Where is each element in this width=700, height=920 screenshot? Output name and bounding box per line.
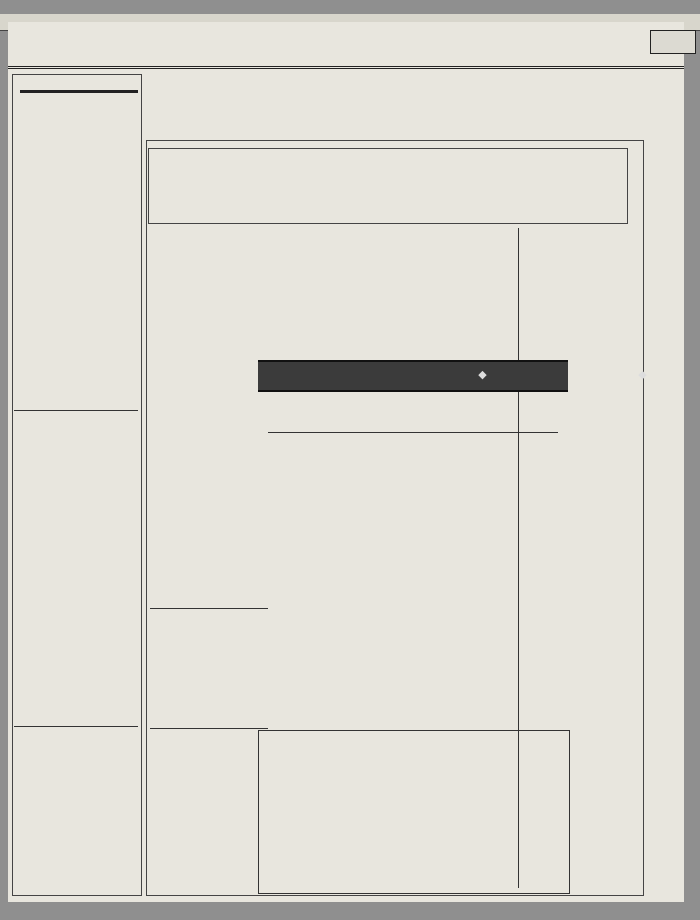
folio-header (8, 30, 684, 69)
opinion-title-line2 (20, 90, 138, 93)
center-rule-2 (150, 728, 268, 729)
main-headline (158, 110, 498, 150)
lower-middle-column (272, 402, 392, 722)
banner-diamond-left: ◆ (478, 368, 488, 381)
main-column-d (150, 148, 270, 354)
services-body (150, 510, 268, 602)
sidebar-divider-1 (14, 410, 138, 411)
agency-body (150, 778, 268, 886)
center-rule-1 (150, 608, 268, 609)
previous-page-strip (642, 100, 688, 880)
women-curfew-body (22, 612, 138, 724)
previous-page-tab (650, 30, 696, 54)
penalties-title (270, 742, 500, 762)
opinion-body (22, 140, 138, 406)
opinion-title (20, 90, 138, 132)
lower-right-column (400, 482, 512, 722)
banner-diamond-right: ◆ (638, 368, 648, 381)
sidebar-divider-2 (14, 726, 138, 727)
violations-body (22, 774, 138, 886)
main-column-c (276, 228, 394, 354)
penalties-body (270, 768, 558, 884)
bridges-body (150, 634, 268, 726)
newspaper-page (8, 22, 684, 902)
main-column-b (400, 228, 512, 354)
solidarity-body (22, 438, 138, 588)
martyrs-banner (258, 360, 648, 392)
